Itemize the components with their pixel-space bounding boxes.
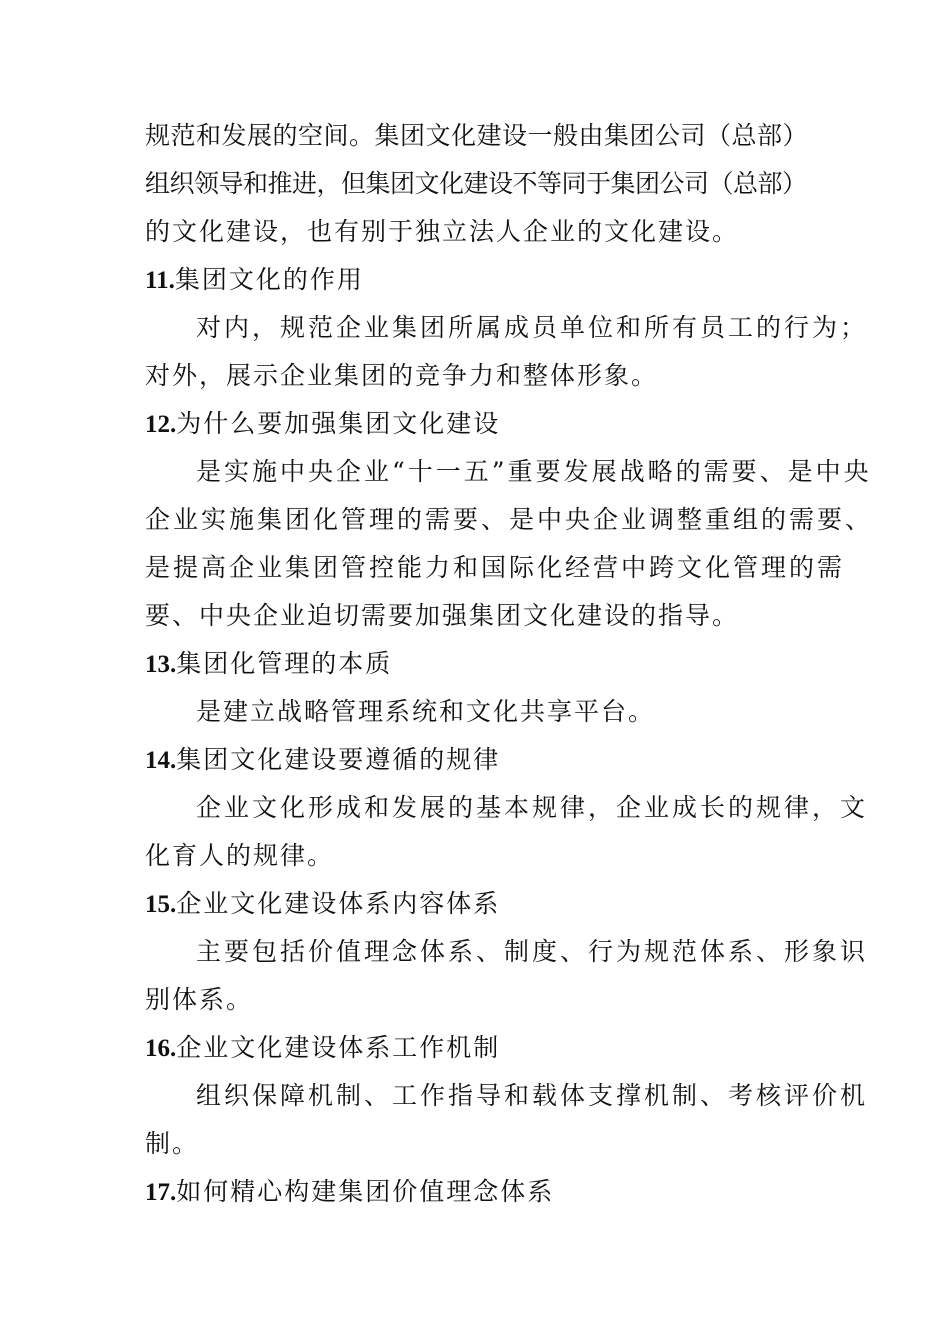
- line-text: 别体系。: [145, 985, 254, 1014]
- line-text: 制。: [145, 1129, 200, 1158]
- paragraph-line: [196, 696, 810, 728]
- line-text: 企业文化形成和发展的基本规律，企业成长的规律，文: [196, 793, 869, 822]
- line-text: 组织领导和推进，但集团文化建设不等同于集团公司（总部）: [145, 169, 807, 198]
- paragraph-line: [145, 984, 810, 1016]
- section-title: 集团化管理的本质: [176, 649, 393, 678]
- paragraph-line: [145, 552, 846, 584]
- section-number: 13.: [145, 651, 177, 678]
- line-text: 对内，规范企业集团所属成员单位和所有员工的行为；: [196, 313, 869, 342]
- section-number: 16.: [145, 1035, 177, 1062]
- paragraph-line: [196, 792, 869, 824]
- line-text: 是建立战略管理系统和文化共享平台。: [196, 697, 656, 726]
- line-text: 的文化建设，也有别于独立法人企业的文化建设。: [145, 217, 740, 246]
- section-number: 11.: [145, 267, 175, 294]
- paragraph-line: [145, 216, 810, 248]
- section-number: 14.: [145, 747, 177, 774]
- section-number: 12.: [145, 411, 177, 438]
- paragraph-line: [145, 840, 810, 872]
- paragraph-line: [196, 312, 869, 344]
- paragraph-line: [145, 1128, 810, 1160]
- section-number: 15.: [145, 891, 177, 918]
- section-heading: [145, 264, 810, 296]
- line-text: 是实施中央企业“十一五”重要发展战略的需要、是中央: [196, 457, 872, 486]
- section-heading: [145, 744, 810, 776]
- section-heading: [145, 1176, 810, 1208]
- line-text: 企业实施集团化管理的需要、是中央企业调整重组的需要、: [145, 505, 874, 534]
- paragraph-line: [145, 600, 810, 632]
- section-title: 如何精心构建集团价值理念体系: [176, 1177, 555, 1206]
- line-text: 是提高企业集团管控能力和国际化经营中跨文化管理的需: [145, 553, 846, 582]
- paragraph-line: [196, 936, 869, 968]
- section-title: 企业文化建设体系内容体系: [176, 889, 501, 918]
- line-text: 组织保障机制、工作指导和载体支撑机制、考核评价机: [196, 1081, 869, 1110]
- section-heading: [145, 1032, 810, 1064]
- paragraph-line: [145, 504, 874, 536]
- paragraph-line: [196, 1080, 869, 1112]
- line-text: 主要包括价值理念体系、制度、行为规范体系、形象识: [196, 937, 869, 966]
- section-title: 为什么要加强集团文化建设: [176, 409, 501, 438]
- section-title: 集团文化的作用: [174, 265, 364, 294]
- section-heading: [145, 648, 810, 680]
- line-text: 规范和发展的空间。集团文化建设一般由集团公司（总部）: [145, 121, 809, 150]
- paragraph-line: [145, 168, 810, 200]
- section-heading: [145, 888, 810, 920]
- section-title: 集团文化建设要遵循的规律: [176, 745, 501, 774]
- paragraph-line: [145, 360, 810, 392]
- section-title: 企业文化建设体系工作机制: [176, 1033, 501, 1062]
- section-heading: [145, 408, 810, 440]
- line-text: 要、中央企业迫切需要加强集团文化建设的指导。: [145, 601, 740, 630]
- line-text: 对外，展示企业集团的竞争力和整体形象。: [145, 361, 659, 390]
- paragraph-line: [145, 120, 810, 152]
- paragraph-line: [196, 456, 872, 488]
- line-text: 化育人的规律。: [145, 841, 335, 870]
- section-number: 17.: [145, 1179, 177, 1206]
